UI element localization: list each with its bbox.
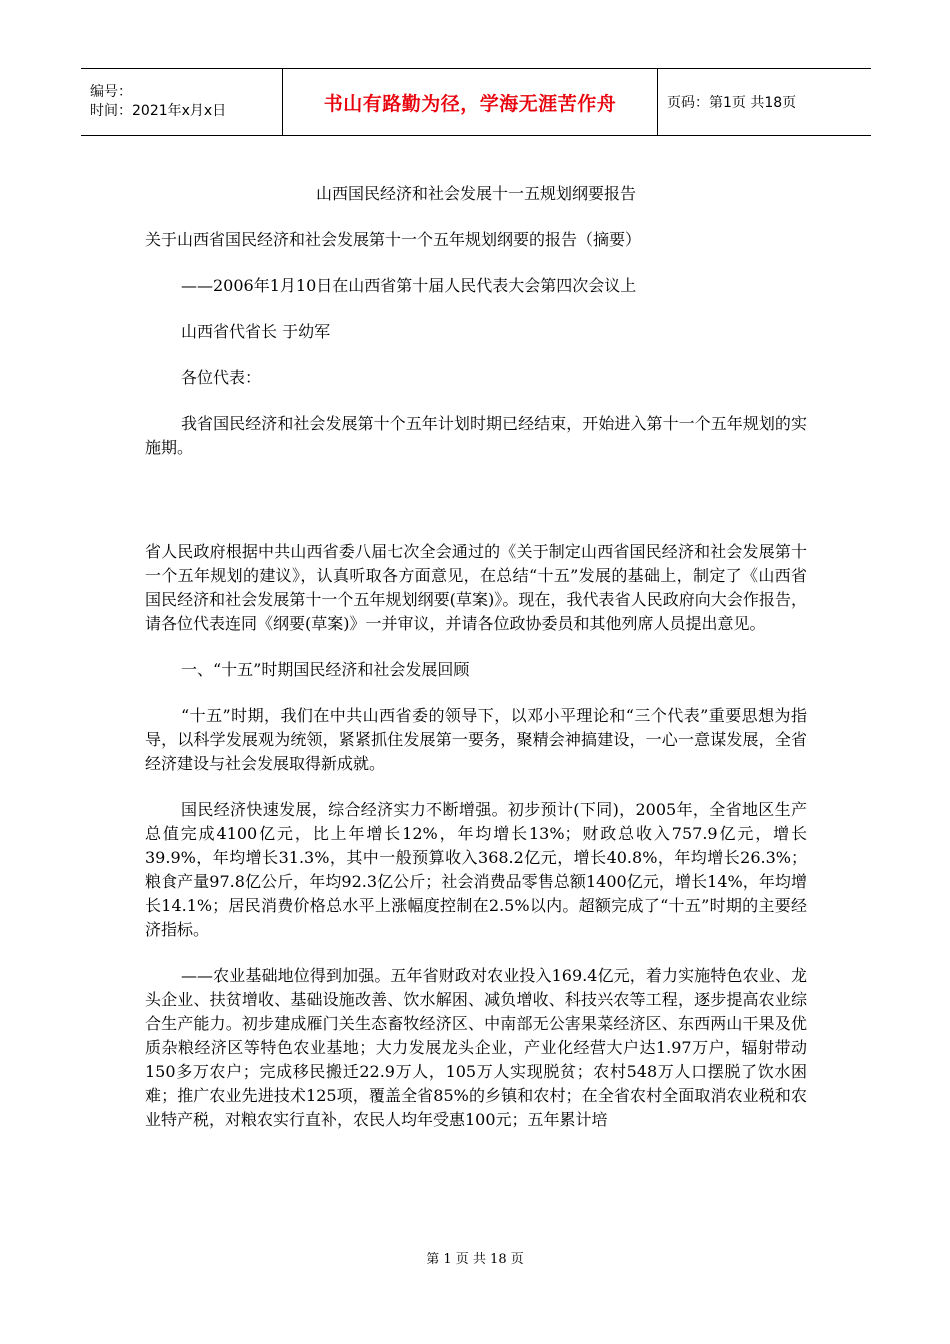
paragraph-3: “十五”时期，我们在中共山西省委的领导下，以邓小平理论和“三个代表”重要思想为指导，以科学发展观为统领，紧紧抓住发展第一要务，聚精会神搞建设，一心一意谋发展，全省经济建设与社会发展取得新成就。 — [145, 706, 807, 773]
time-label: 时间：2021年x月x日 — [90, 103, 227, 119]
header-page-cell — [658, 69, 871, 135]
number-label: 编号： — [90, 84, 132, 100]
paragraph-5: ——农业基础地位得到加强。五年省财政对农业投入169.4亿元，着力实施特色农业、龙头企业、扶贫增收、基础设施改善、饮水解困、减负增收、科技兴农等工程，逐步提高农业综合生产能力。初步建成雁门关生态畜牧经济区、中南部无公害果菜经济区、东西两山干果及优质杂粮经济区等特色农业基地；大力发展龙头企业，产业化经营大户达1.97万户，辐射带动150多万农户；完成移民搬迁22.9万人，105万人实现脱贫；农村548万人口摆脱了饮水困难；推广农业先进技术125项，覆盖全省85%的乡镇和农村；在全省农村全面取消农业税和农业特产税，对粮农实行直补，农民人均年受惠100元；五年累计培 — [145, 966, 807, 1129]
speaker-line: 山西省代省长 于幼军 — [181, 322, 331, 341]
section-heading-1: 一、“十五”时期国民经济和社会发展回顾 — [181, 660, 470, 679]
paragraph-1: 我省国民经济和社会发展第十个五年计划时期已经结束，开始进入第十一个五年规划的实施期。 — [145, 414, 807, 457]
spacer — [145, 482, 807, 540]
greeting-line: 各位代表： — [181, 368, 262, 387]
document-body — [145, 182, 807, 1154]
paragraph-2: 省人民政府根据中共山西省委八届七次全会通过的《关于制定山西省国民经济和社会发展第十一个五年规划的建议》，认真听取各方面意见，在总结“十五”发展的基础上，制定了《山西省国民经济和社会发展第十一个五年规划纲要(草案)》。现在，我代表省人民政府向大会作报告，请各位代表连同《纲要(草案)》一并审议，并请各位政协委员和其他列席人员提出意见。 — [145, 542, 807, 633]
paragraph-4: 国民经济快速发展，综合经济实力不断增强。初步预计(下同)，2005年，全省地区生产总值完成4100亿元，比上年增长12%，年均增长13%；财政总收入757.9亿元，增长39.9%，年均增长31.3%，其中一般预算收入368.2亿元，增长40.8%，年均增长26.3%；粮食产量97.8亿公斤，年均92.3亿公斤；社会消费品零售总额1400亿元，增长14%，年均增长14.1%；居民消费价格总水平上涨幅度控制在2.5%以内。超额完成了“十五”时期的主要经济指标。 — [145, 800, 807, 939]
header-left-cell — [81, 69, 282, 135]
page-label: 页码：第1页 共18页 — [667, 95, 797, 111]
header-motto-cell — [282, 69, 658, 135]
document-subtitle: 关于山西省国民经济和社会发展第十一个五年规划纲要的报告（摘要） — [145, 230, 642, 249]
occasion-line: ——2006年1月10日在山西省第十届人民代表大会第四次会议上 — [181, 276, 637, 295]
page-footer: 第 1 页 共 18 页 — [426, 1252, 524, 1267]
header-table — [81, 68, 871, 136]
motto-text: 书山有路勤为径，学海无涯苦作舟 — [323, 92, 617, 115]
document-title: 山西国民经济和社会发展十一五规划纲要报告 — [315, 184, 636, 203]
